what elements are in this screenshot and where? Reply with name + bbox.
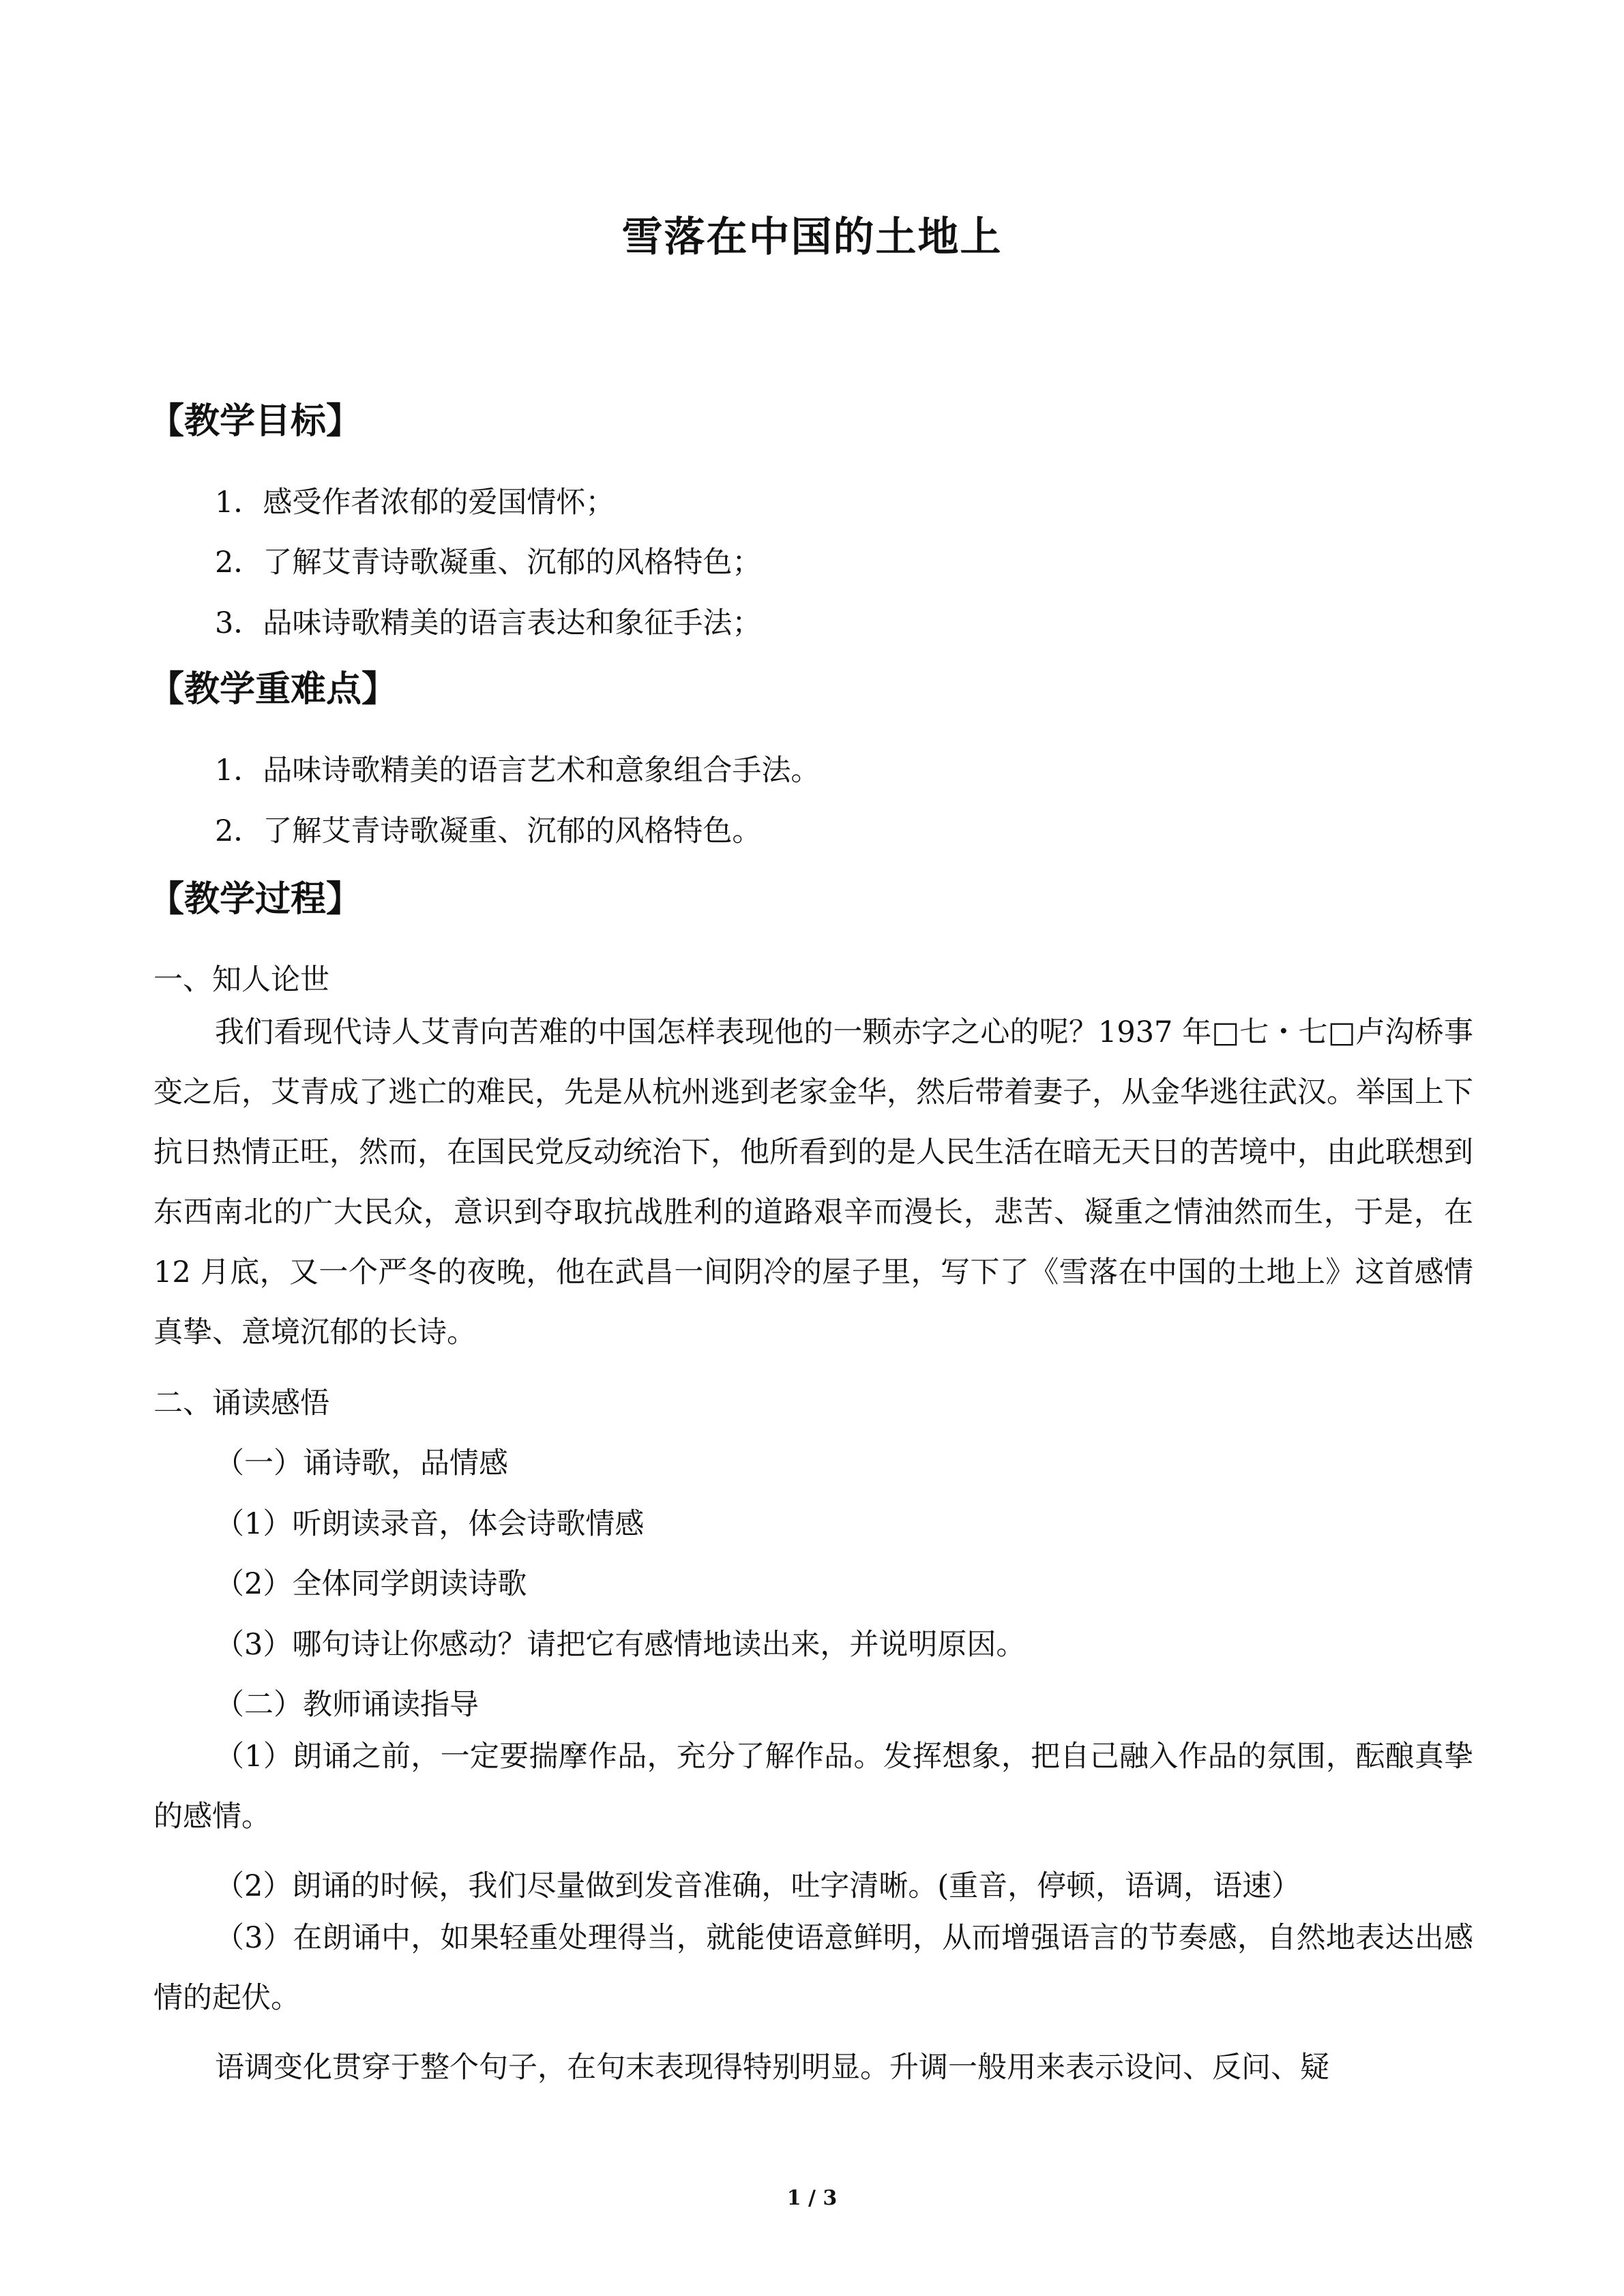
activity-item: （2）全体同学朗读诗歌 (215, 1567, 527, 1601)
guidance-paragraph: （3）在朗诵中，如果轻重处理得当，就能使语意鲜明，从而增强语言的节奏感，自然地表达出感情的起伏。 (153, 1921, 1473, 2015)
section-heading-recitation: 二、诵读感悟 (153, 1386, 329, 1420)
page-number: 1 / 3 (786, 2186, 838, 2210)
guidance-item: （2）朗诵的时候，我们尽量做到发音准确，吐字清晰。(重音，停顿，语调，语速） (215, 1869, 1301, 1903)
objective-item: 1．感受作者浓郁的爱国情怀； (215, 486, 615, 520)
key-point-item: 2．了解艾青诗歌凝重、沉郁的风格特色。 (215, 814, 762, 848)
subsection-heading: （一）诵诗歌，品情感 (215, 1446, 508, 1480)
objectives-heading: 【教学目标】 (149, 400, 362, 442)
subsection-heading: （二）教师诵读指导 (215, 1688, 479, 1722)
guidance-paragraph: （1）朗诵之前，一定要揣摩作品，充分了解作品。发挥想象，把自己融入作品的氛围，酝酿真挚的感情。 (153, 1740, 1473, 1834)
activity-item: （1）听朗读录音，体会诗歌情感 (215, 1507, 645, 1541)
document-title: 雪落在中国的土地上 (621, 213, 1003, 261)
objective-item: 3．品味诗歌精美的语言表达和象征手法； (215, 606, 762, 640)
section-heading-background: 一、知人论世 (153, 963, 329, 997)
intonation-paragraph: 语调变化贯穿于整个句子，在句末表现得特别明显。升调一般用来表示设问、反问、疑 (215, 2051, 1329, 2085)
objective-item: 2．了解艾青诗歌凝重、沉郁的风格特色； (215, 546, 762, 580)
background-paragraph: 我们看现代诗人艾青向苦难的中国怎样表现他的一颗赤字之心的呢？1937 年□七・七□卢沟桥事变之后，艾青成了逃亡的难民，先是从杭州逃到老家金华，然后带着妻子，从金华逃往武汉。举国上下抗日热情正旺，然而，在国民党反动统治下，他所看到的是人民生活在暗无天日的苦境中，由此联想到东西南北的广大民众，意识到夺取抗战胜利的道路艰辛而漫长，悲苦、凝重之情油然而生，于是，在 12 月底，又一个严冬的夜晚，他在武昌一间阴冷的屋子里，写下了《雪落在中国的土地上》这首感情真挚、意境沉郁的长诗。 (153, 1015, 1473, 1350)
key-points-heading: 【教学重难点】 (149, 668, 398, 710)
process-heading: 【教学过程】 (149, 878, 362, 920)
key-point-item: 1．品味诗歌精美的语言艺术和意象组合手法。 (215, 754, 821, 788)
activity-item: （3）哪句诗让你感动？请把它有感情地读出来，并说明原因。 (215, 1628, 1026, 1662)
